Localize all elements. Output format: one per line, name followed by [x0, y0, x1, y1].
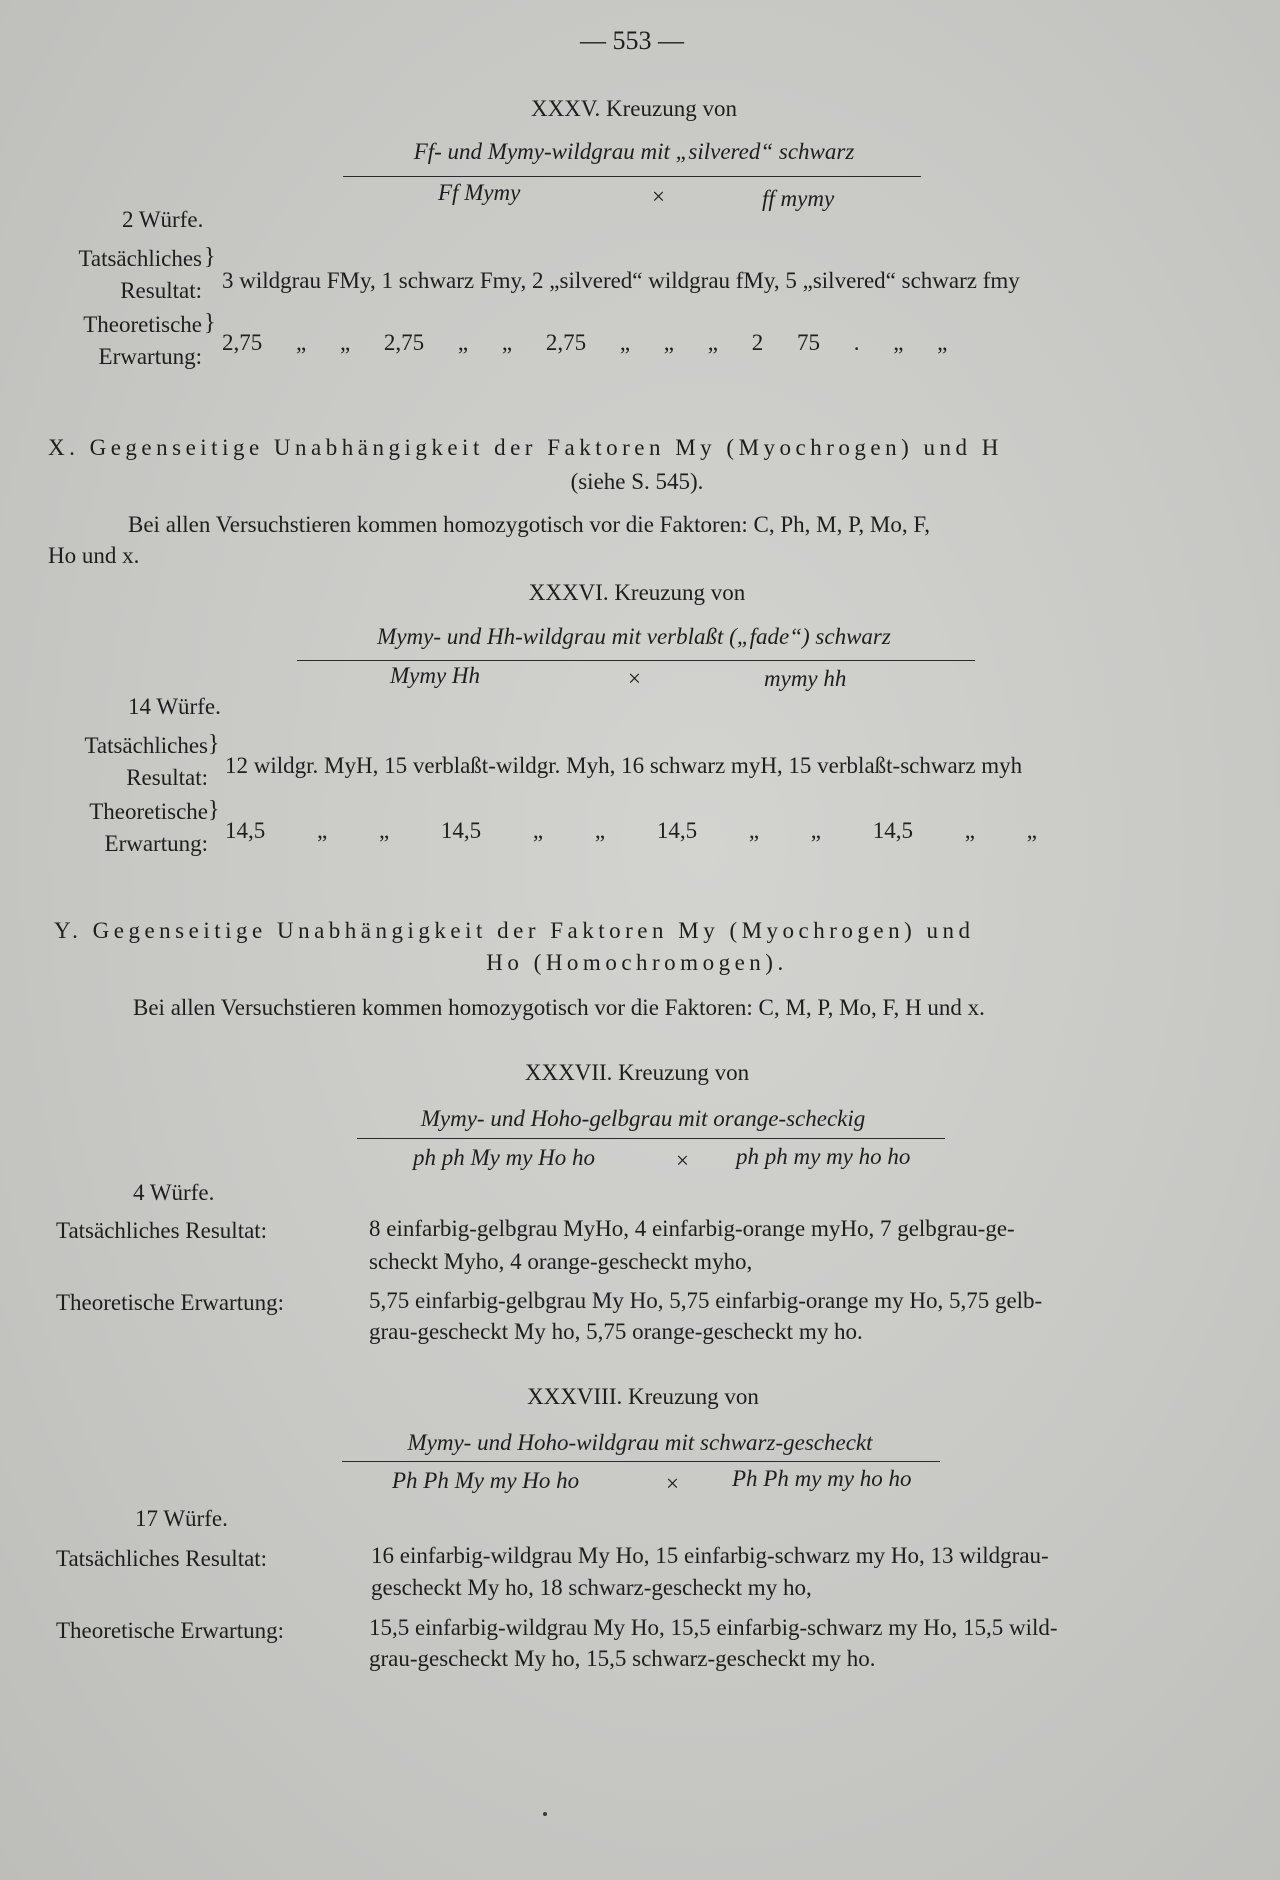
section-x-heading-line2: (siehe S. 545). — [570, 469, 704, 494]
section-xxxviii-label-result: Tatsächliches Resultat: — [56, 1546, 268, 1571]
section-xxxv-rule — [343, 176, 921, 177]
section-xxxv-litters: 2 Würfe. — [122, 207, 204, 232]
brace-icon: } — [208, 731, 220, 757]
section-x-heading: X. Gegenseitige Unabhängigkeit der Faktoren My (Myochrogen) und H — [48, 435, 1003, 460]
section-xxxviii-expect-line1: 15,5 einfarbig-wildgrau My Ho, 15,5 einfarbig-schwarz my Ho, 15,5 wild- — [369, 1615, 1058, 1640]
section-xxxvi-rule — [297, 660, 975, 661]
section-xxxvi-parent-1: Mymy Hh — [390, 663, 481, 688]
section-xxxvii-litters: 4 Würfe. — [133, 1180, 215, 1205]
section-xxxvi-result: 12 wildgr. MyH, 15 verblaßt-wildgr. Myh, 16 schwarz myH, 15 verblaßt-schwarz myh — [225, 753, 1023, 778]
brace-icon: } — [204, 244, 216, 270]
section-xxxv-label-expect: Theoretische Erwartung: — [83, 312, 202, 369]
section-xxxviii-result-line2: gescheckt My ho, 18 schwarz-gescheckt my ho, — [371, 1575, 812, 1600]
section-xxxv-cross-sign: × — [652, 184, 665, 209]
section-xxxvii-cross-line: Mymy- und Hoho-gelbgrau mit orange-scheckig — [420, 1106, 866, 1131]
section-xxxviii-rule — [342, 1461, 940, 1462]
section-xxxvii-cross-sign: × — [676, 1148, 689, 1173]
section-xxxvii-result-line1: 8 einfarbig-gelbgrau MyHo, 4 einfarbig-orange myHo, 7 gelbgrau-ge- — [369, 1216, 1015, 1241]
section-xxxvi-cross-sign: × — [628, 666, 641, 691]
section-xxxviii-cross-sign: × — [666, 1471, 679, 1496]
section-xxxv-parent-2: ff mymy — [762, 186, 835, 211]
page-number: — 553 — — [580, 26, 684, 55]
section-xxxv-cross-line: Ff- und Mymy-wildgrau mit „silvered“ schwarz — [413, 139, 855, 164]
section-xxxviii-litters: 17 Würfe. — [135, 1506, 228, 1531]
section-xxxvii-parent-2: ph ph my my ho ho — [736, 1144, 911, 1169]
section-xxxvi-label-expect: Theoretische Erwartung: — [89, 799, 208, 856]
section-xxxv-title: XXXV. Kreuzung von — [531, 96, 737, 121]
section-xxxviii-expect-line2: grau-gescheckt My ho, 15,5 schwarz-gescheckt my ho. — [369, 1646, 876, 1671]
section-xxxv-label-result: Tatsächliches Resultat: — [78, 246, 202, 303]
section-xxxvi-label-result: Tatsächliches Resultat: — [84, 733, 208, 790]
brace-icon: } — [208, 797, 220, 823]
section-xxxvii-result-line2: scheckt Myho, 4 orange-gescheckt myho, — [369, 1249, 753, 1274]
section-xxxvi-cross-line: Mymy- und Hh-wildgrau mit verblaßt („fade“) schwarz — [377, 624, 891, 649]
section-xxxviii-cross-line: Mymy- und Hoho-wildgrau mit schwarz-gescheckt — [407, 1430, 873, 1455]
section-x-note: Bei allen Versuchstieren kommen homozygotisch vor die Faktoren: C, Ph, M, P, Mo, F, — [128, 512, 931, 537]
section-xxxviii-title: XXXVIII. Kreuzung von — [527, 1384, 759, 1409]
section-xxxviii-result-line1: 16 einfarbig-wildgrau My Ho, 15 einfarbig-schwarz my Ho, 13 wildgrau- — [371, 1543, 1049, 1568]
print-speck — [543, 1812, 547, 1816]
section-xxxv-expect: 2,75 „ „ 2,75 „ „ 2,75 „ „ „ 2 75 . „ „ — [222, 330, 948, 355]
section-xxxvii-label-expect: Theoretische Erwartung: — [56, 1290, 284, 1315]
section-xxxvii-label-result: Tatsächliches Resultat: — [56, 1218, 268, 1243]
section-xxxvii-expect-line2: grau-gescheckt My ho, 5,75 orange-gescheckt my ho. — [369, 1319, 863, 1344]
section-y-heading-line2: Ho (Homochromogen). — [486, 950, 788, 975]
section-x-note-line2: Ho und x. — [48, 543, 140, 568]
section-y-note: Bei allen Versuchstieren kommen homozygotisch vor die Faktoren: C, M, P, Mo, F, H und x. — [133, 995, 985, 1020]
section-y-heading: Y. Gegenseitige Unabhängigkeit der Faktoren My (Myochrogen) und — [54, 918, 975, 943]
brace-icon: } — [204, 310, 216, 336]
section-xxxviii-label-expect: Theoretische Erwartung: — [56, 1618, 284, 1643]
section-xxxviii-parent-1: Ph Ph My my Ho ho — [392, 1468, 580, 1493]
section-xxxvii-rule — [357, 1138, 945, 1139]
section-xxxvii-parent-1: ph ph My my Ho ho — [413, 1145, 596, 1170]
section-xxxvi-expect: 14,5 „ „ 14,5 „ „ 14,5 „ „ 14,5 „ „ — [225, 818, 1037, 843]
section-xxxv-parent-1: Ff Mymy — [438, 180, 521, 205]
section-xxxvi-parent-2: mymy hh — [764, 666, 847, 691]
section-xxxviii-parent-2: Ph Ph my my ho ho — [732, 1466, 912, 1491]
section-xxxv-result: 3 wildgrau FMy, 1 schwarz Fmy, 2 „silvered“ wildgrau fMy, 5 „silvered“ schwarz fmy — [222, 268, 1020, 293]
section-xxxvi-title: XXXVI. Kreuzung von — [528, 580, 746, 605]
section-xxxvii-expect-line1: 5,75 einfarbig-gelbgrau My Ho, 5,75 einfarbig-orange my Ho, 5,75 gelb- — [369, 1288, 1043, 1313]
section-xxxvii-title: XXXVII. Kreuzung von — [524, 1060, 750, 1085]
section-xxxvi-litters: 14 Würfe. — [128, 694, 221, 719]
